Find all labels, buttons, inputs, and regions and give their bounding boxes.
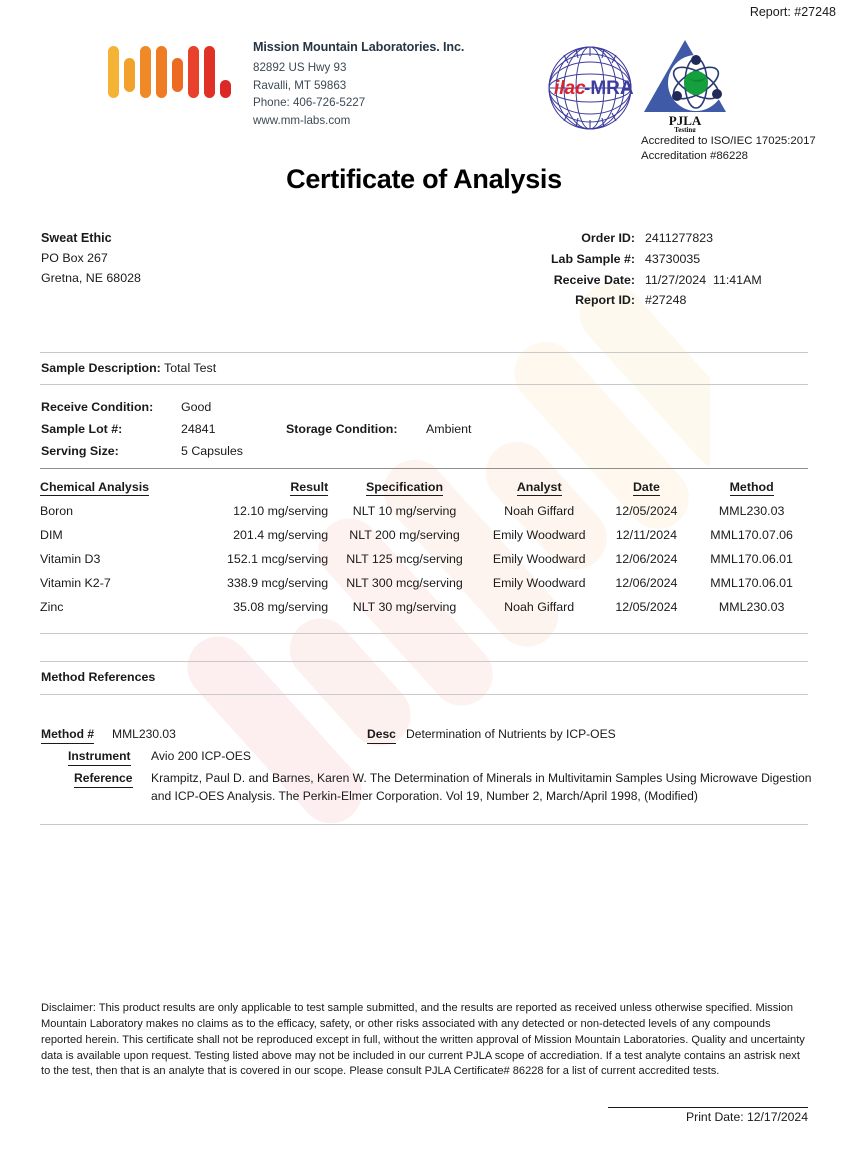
receive-date-value: 11/27/2024 11:41AM	[645, 272, 762, 287]
cell-method: MML170.07.06	[710, 528, 793, 542]
client-name: Sweat Ethic	[41, 231, 112, 245]
method-number-row	[41, 725, 816, 747]
cell-result: 152.1 mcg/serving	[226, 552, 329, 566]
client-address-block	[41, 228, 141, 289]
table-row	[40, 550, 808, 574]
order-meta-row	[430, 290, 820, 311]
sample-description-value: Total Test	[164, 361, 217, 375]
cell-analyst: Noah Giffard	[504, 504, 575, 518]
instrument-value: Avio 200 ICP-OES	[151, 749, 251, 763]
divider-below-results-table	[40, 633, 808, 634]
sample-description	[41, 361, 216, 375]
accreditation-block	[641, 134, 816, 165]
column-header-analyst: Analyst	[516, 480, 562, 494]
svg-text:ilac: ilac	[554, 78, 586, 99]
instrument-label: Instrument	[68, 747, 131, 766]
report-id-value: #27248	[645, 293, 687, 308]
order-id-value: 2411277823	[645, 231, 713, 245]
lab-name: Mission Mountain Laboratories. Inc.	[253, 40, 465, 54]
receive-condition-label: Receive Condition:	[41, 400, 154, 414]
pjla-logo-icon	[641, 36, 729, 132]
cell-analyte: DIM	[40, 528, 63, 542]
page-title: Certificate of Analysis	[286, 164, 562, 194]
disclaimer-text: Disclaimer: This product results are only applicable to test sample submitted, and the results are reported as received unless otherwise specified. Mission Mountain Laboratory makes no claims as to the efficacy, safety, or other risks associated with any detected or non-detected levels of any compounds reported herein. This certificate shall not be reproduced except in full, without the written approval of Mission Mountain Laboratories. Quality and uncertainty data is available upon request. Testing listed above may not be included in our current PJLA scope of accrediation. If a test analyte contains an astrisk next to the test, then that is an analyte that is covered in our scope. Please consult PJLA Certificate# 86228 for a list of current accredited tests.	[41, 1002, 805, 1078]
reference-value: Krampitz, Paul D. and Barnes, Karen W. The Determination of Minerals in Multivitamin Samples Using Microwave Digestion and ICP-OES Analysis. The Perkin-Elmer Corporation. Vol 19, Number 2, March/April 1998, (Modified)	[151, 771, 812, 804]
client-address-line-2: Gretna, NE 68028	[41, 271, 141, 286]
cell-analyte: Zinc	[40, 600, 64, 614]
sample-lot-label: Sample Lot #:	[41, 422, 123, 437]
cell-result: 35.08 mg/serving	[233, 600, 329, 614]
client-address-line-1: PO Box 267	[41, 251, 108, 266]
divider-above-results-table	[40, 468, 808, 469]
serving-size-value: 5 Capsules	[181, 444, 243, 459]
sample-description-label: Sample Description:	[41, 361, 161, 375]
cell-analyst: Emily Woodward	[492, 528, 586, 542]
method-detail-block	[41, 725, 816, 805]
sample-lot-value: 24841	[181, 422, 216, 437]
divider-below-method-references-heading	[40, 694, 808, 695]
cell-analyte: Boron	[40, 504, 74, 518]
cell-specification: NLT 300 mcg/serving	[346, 576, 463, 590]
column-header-method: Method	[729, 480, 774, 494]
divider-below-sample-description	[40, 384, 808, 385]
order-meta-row	[430, 270, 820, 291]
table-header-row	[40, 480, 808, 502]
table-row	[40, 502, 808, 526]
storage-condition-label: Storage Condition:	[286, 422, 398, 437]
storage-condition-value: Ambient	[426, 422, 472, 437]
method-number-value: MML230.03	[112, 727, 176, 741]
table-row	[40, 574, 808, 598]
lab-address-line-2: Ravalli, MT 59863	[253, 78, 347, 92]
cell-specification: NLT 10 mg/serving	[352, 504, 457, 518]
accreditation-number: Accreditation #86228	[641, 150, 749, 163]
cell-method: MML230.03	[718, 600, 785, 614]
receive-date-label: Receive Date:	[553, 272, 635, 287]
cell-analyst: Noah Giffard	[504, 600, 575, 614]
method-desc-label: Desc	[367, 725, 396, 744]
table-row	[40, 598, 808, 622]
column-header-chemical-analysis: Chemical Analysis	[40, 480, 150, 494]
divider-below-method-detail	[40, 824, 808, 825]
report-number-header: Report: #27248	[749, 5, 836, 19]
company-logo-icon	[108, 44, 232, 106]
cell-analyst: Emily Woodward	[492, 552, 586, 566]
cell-method: MML170.06.01	[710, 576, 793, 590]
cell-specification: NLT 30 mg/serving	[352, 600, 457, 614]
ilac-mra-logo-icon	[546, 44, 634, 132]
cell-method: MML170.06.01	[710, 552, 793, 566]
order-meta-row	[430, 228, 820, 249]
receive-condition-row	[41, 396, 566, 418]
lab-sample-value: 43730035	[645, 251, 701, 266]
accreditation-standard: Accredited to ISO/IEC 17025:2017	[641, 135, 816, 147]
column-header-specification: Specification	[365, 480, 444, 494]
method-references-heading: Method References	[41, 670, 156, 684]
report-id-label: Report ID:	[575, 293, 635, 308]
receive-condition-value: Good	[181, 400, 212, 414]
cell-date: 12/11/2024	[615, 528, 677, 542]
sample-info-grid	[41, 396, 566, 462]
lab-phone: Phone: 406-726-5227	[253, 96, 366, 110]
column-header-date: Date	[632, 480, 660, 494]
results-table	[40, 480, 808, 622]
method-number-label: Method #	[41, 725, 94, 744]
cell-specification: NLT 200 mg/serving	[349, 528, 460, 542]
divider-above-sample-description	[40, 352, 808, 353]
print-date: Print Date: 12/17/2024	[686, 1110, 808, 1124]
reference-label: Reference	[74, 769, 133, 788]
sample-lot-row	[41, 418, 566, 440]
cell-date: 12/06/2024	[615, 576, 678, 590]
method-instrument-row	[41, 747, 816, 769]
cell-result: 201.4 mg/serving	[233, 528, 329, 542]
method-reference-row	[41, 769, 816, 805]
cell-result: 12.10 mg/serving	[233, 504, 329, 518]
cell-specification: NLT 125 mcg/serving	[346, 552, 463, 566]
serving-size-label: Serving Size:	[41, 444, 119, 459]
svg-text:-MRA: -MRA	[584, 78, 634, 99]
cell-date: 12/05/2024	[615, 504, 678, 518]
lab-sample-label: Lab Sample #:	[550, 251, 635, 266]
document-header	[0, 18, 848, 163]
cell-analyte: Vitamin D3	[40, 552, 101, 566]
cell-date: 12/05/2024	[615, 600, 678, 614]
footer-divider	[608, 1107, 808, 1108]
divider-above-method-references	[40, 661, 808, 662]
cell-analyst: Emily Woodward	[492, 576, 586, 590]
cell-analyte: Vitamin K2-7	[40, 576, 111, 590]
cell-method: MML230.03	[718, 504, 785, 518]
order-id-label: Order ID:	[581, 231, 635, 245]
cell-result: 338.9 mcg/serving	[226, 576, 329, 590]
table-row	[40, 526, 808, 550]
serving-size-row	[41, 440, 566, 462]
cell-date: 12/06/2024	[615, 552, 678, 566]
order-meta-row	[430, 249, 820, 270]
lab-website: www.mm-labs.com	[253, 113, 351, 127]
svg-text:Testing: Testing	[674, 126, 696, 132]
lab-contact-block	[253, 38, 503, 130]
method-desc-value: Determination of Nutrients by ICP-OES	[406, 727, 616, 741]
svg-text:PJLA: PJLA	[668, 113, 702, 128]
order-metadata-block	[430, 228, 820, 311]
column-header-result: Result	[290, 480, 329, 494]
lab-address-line-1: 82892 US Hwy 93	[253, 61, 347, 75]
